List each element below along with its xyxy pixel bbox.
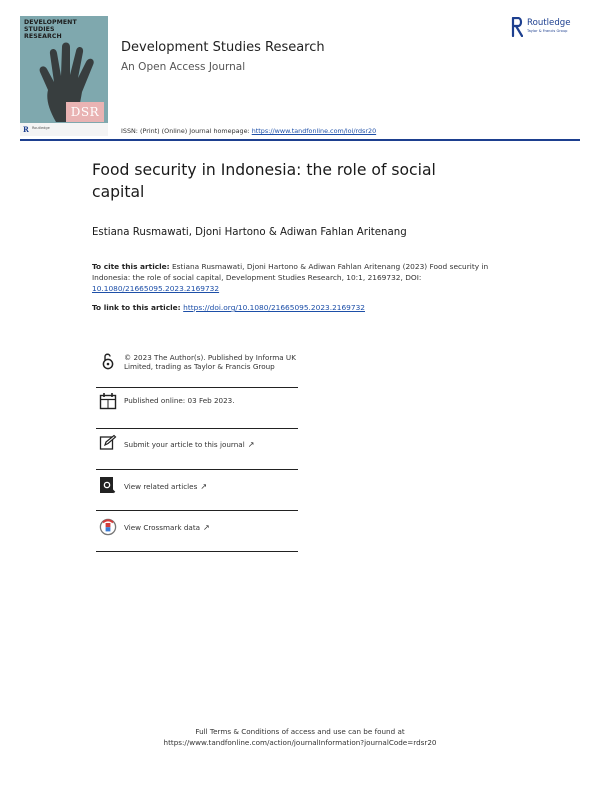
related-articles-row[interactable] [96,470,298,511]
cover-title: DEVELOPMENT STUDIES RESEARCH [24,19,77,40]
journal-subtitle: An Open Access Journal [121,61,246,73]
routledge-logo [511,17,589,41]
citation-label: To cite this article: [92,262,170,271]
citation-text: Estiana Rusmawati, Djoni Hartono & Adiwan Fahlan Aritenang (2023) Food security in Indonesia: the role of social capital, Development Studies Research, 10:1, 2169732, DOI: [92,262,489,282]
article-info-list [96,345,298,552]
edit-document-icon [99,434,117,452]
journal-homepage-link[interactable]: https://www.tandfonline.com/loi/rdsr20 [251,127,377,135]
submit-article-link[interactable] [124,441,254,450]
crossmark-link[interactable] [124,524,210,533]
license-row [96,345,298,388]
citation-doi-link[interactable]: 10.1080/21665095.2023.2169732 [92,284,220,293]
external-link-icon: ↗ [200,482,208,491]
footer-terms [0,727,600,748]
submit-article-label[interactable]: Submit your article to this journal [124,440,245,449]
published-date: Published online: 03 Feb 2023. [124,396,235,405]
open-access-icon [99,352,117,370]
external-link-icon: ↗ [203,523,210,532]
article-title: Food security in Indonesia: the role of social capital [92,161,436,201]
related-articles-label[interactable]: View related articles [124,482,198,491]
journal-title: Development Studies Research [121,40,325,55]
footer-terms-link[interactable]: https://www.tandfonline.com/action/journalInformation?journalCode=rdsr20 [163,737,437,747]
published-row [96,388,298,429]
calendar-icon [99,392,117,410]
journal-cover-image [20,16,108,136]
external-link-icon: ↗ [247,440,255,449]
cover-publisher-name: Routledge [32,126,50,130]
related-articles-icon [99,476,117,494]
routledge-r-icon [511,17,523,37]
cover-publisher-strip [20,123,108,136]
article-link-line [92,303,365,312]
crossmark-label[interactable]: View Crossmark data [124,523,201,532]
crossmark-icon [99,518,117,536]
citation-block [92,261,492,294]
routledge-tagline: Taylor & Francis Group [527,29,568,33]
routledge-name: Routledge [527,18,571,28]
license-text: © 2023 The Author(s). Published by Informa UK Limited, trading as Taylor & Francis Group [124,353,296,371]
article-link-label: To link to this article: [92,303,184,312]
header-divider [20,139,580,141]
cover-badge: DSR [66,102,104,122]
article-authors: Estiana Rusmawati, Djoni Hartono & Adiwan Fahlan Aritenang [92,227,407,238]
cover-routledge-icon: R [23,125,29,134]
issn-line [121,127,376,135]
related-articles-link[interactable] [124,483,207,492]
crossmark-row[interactable] [96,511,298,552]
submit-article-row[interactable] [96,429,298,470]
footer-line-1: Full Terms & Conditions of access and use can be found at [195,727,405,736]
issn-text: ISSN: (Print) (Online) Journal homepage: [121,127,252,135]
article-doi-link[interactable]: https://doi.org/10.1080/21665095.2023.2169732 [183,303,365,312]
